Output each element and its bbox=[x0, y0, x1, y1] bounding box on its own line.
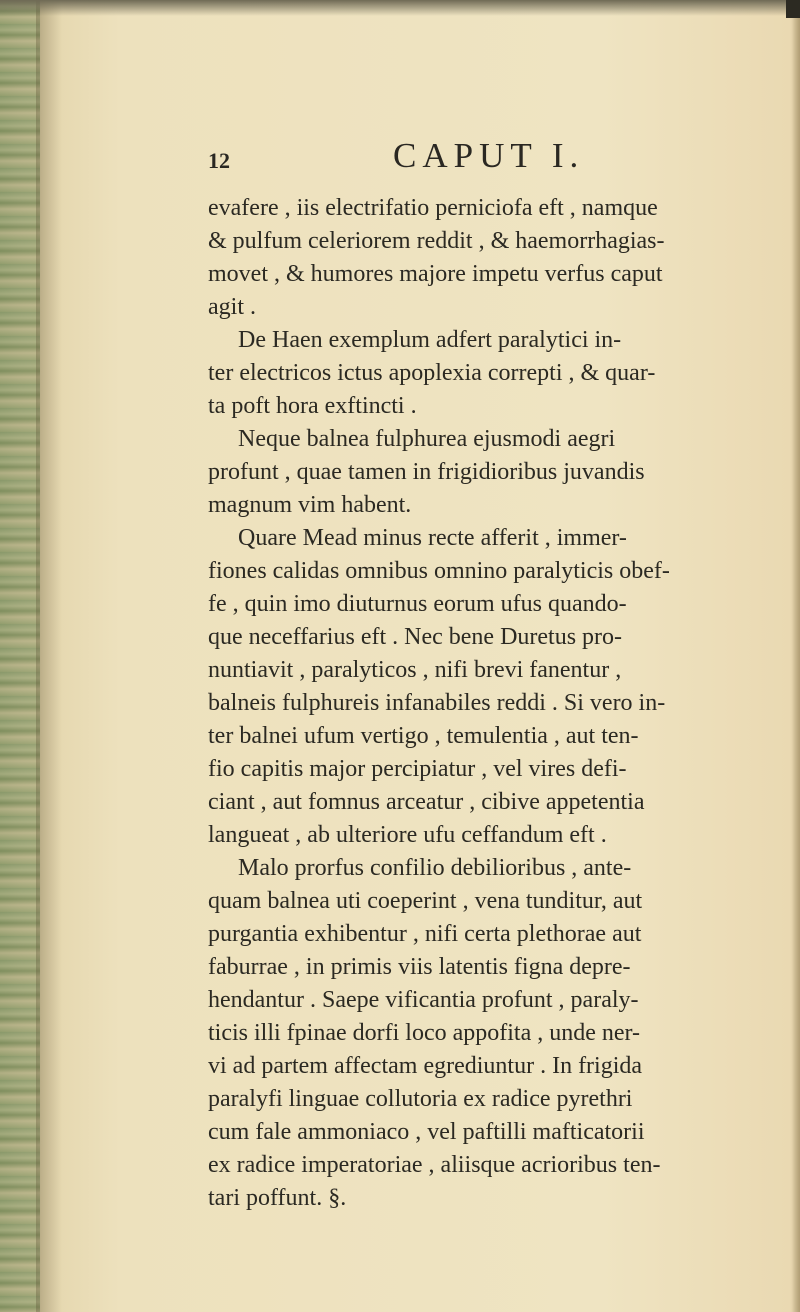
text-line: que neceffarius eft . Nec bene Duretus pro- bbox=[208, 624, 623, 650]
text-line: movet , & humores majore impetu verfus caput bbox=[208, 261, 663, 287]
text-line: ticis illi fpinae dorfi loco appofita , unde ner- bbox=[208, 1020, 641, 1046]
text-line: hendantur . Saepe vificantia profunt , paraly- bbox=[208, 987, 639, 1013]
text-line: Quare Mead minus recte afferit , immer- bbox=[238, 525, 627, 551]
text-line: tari poffunt. §. bbox=[208, 1185, 347, 1211]
text-line: langueat , ab ulteriore ufu ceffandum eft . bbox=[208, 822, 607, 848]
page-number: 12 bbox=[208, 148, 230, 173]
text-line: ex radice imperatoriae , aliisque acrioribus ten- bbox=[208, 1152, 661, 1178]
corner-mark bbox=[786, 0, 800, 18]
running-head: CAPUT I. bbox=[393, 136, 585, 175]
text-line: quam balnea uti coeperint , vena tunditur, aut bbox=[208, 888, 643, 914]
text-line: fe , quin imo diuturnus eorum ufus quando- bbox=[208, 591, 627, 617]
gutter-shadow bbox=[36, 0, 62, 1312]
page-header bbox=[208, 136, 768, 180]
text-line: cum fale ammoniaco , vel paftilli mafticatorii bbox=[208, 1119, 645, 1145]
text-line: ter electricos ictus apoplexia correpti , & quar- bbox=[208, 360, 656, 386]
right-page-edge bbox=[792, 0, 800, 1312]
text-line: magnum vim habent. bbox=[208, 492, 412, 518]
text-line: fio capitis major percipiatur , vel vires defi- bbox=[208, 756, 627, 782]
text-line: ta poft hora exftincti . bbox=[208, 393, 417, 419]
text-line: purgantia exhibentur , nifi certa plethorae aut bbox=[208, 921, 642, 947]
book-binding-edge bbox=[0, 0, 40, 1312]
text-line: Malo prorfus confilio debilioribus , ante- bbox=[238, 855, 632, 881]
text-line: ciant , aut fomnus arceatur , cibive appetentia bbox=[208, 789, 645, 815]
text-line: & pulfum celeriorem reddit , & haemorrhagias- bbox=[208, 228, 665, 254]
text-line: evafere , iis electrifatio perniciofa eft , namque bbox=[208, 195, 658, 221]
text-line: Neque balnea fulphurea ejusmodi aegri bbox=[238, 426, 616, 452]
text-line: agit . bbox=[208, 294, 256, 320]
text-line: balneis fulphureis infanabiles reddi . Si vero in- bbox=[208, 690, 666, 716]
text-line: vi ad partem affectam egrediuntur . In frigida bbox=[208, 1053, 643, 1079]
text-line: faburrae , in primis viis latentis figna depre- bbox=[208, 954, 631, 980]
top-edge-shadow bbox=[0, 0, 800, 16]
text-line: paralyfi linguae collutoria ex radice pyrethri bbox=[208, 1086, 633, 1112]
text-line: De Haen exemplum adfert paralytici in- bbox=[238, 327, 622, 353]
text-line: fiones calidas omnibus omnino paralyticis obef- bbox=[208, 558, 670, 584]
text-line: nuntiavit , paralyticos , nifi brevi fanentur , bbox=[208, 657, 622, 683]
text-line: profunt , quae tamen in frigidioribus juvandis bbox=[208, 459, 645, 485]
text-line: ter balnei ufum vertigo , temulentia , aut ten- bbox=[208, 723, 639, 749]
body-text bbox=[208, 192, 763, 1215]
